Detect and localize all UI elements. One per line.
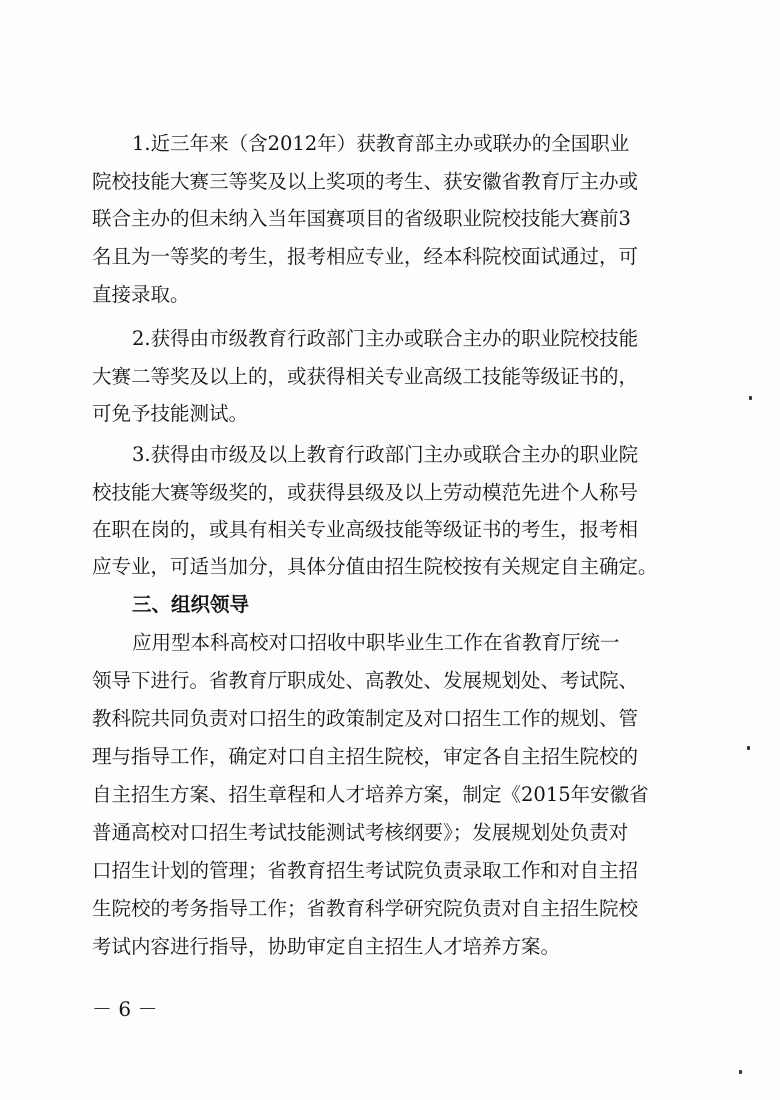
paragraph-4-line-6: 普通高校对口招生考试技能测试考核纲要》；发展规划处负责对 — [92, 821, 629, 844]
paragraph-2-line-1: 2.获得由市级教育行政部门主办或联合主办的职业院校技能 — [132, 327, 639, 350]
paragraph-1-line-5: 直接录取。 — [92, 283, 190, 306]
paragraph-1-line-4: 名且为一等奖的考生，报考相应专业，经本科院校面试通过，可 — [92, 245, 639, 268]
paragraph-4-line-2: 领导下进行。省教育厅职成处、高教处、发展规划处、考试院、 — [92, 669, 639, 692]
page-number: － 6 － — [92, 997, 158, 1021]
paragraph-4-line-1: 应用型本科高校对口招收中职毕业生工作在省教育厅统一 — [132, 631, 620, 654]
paragraph-3-line-2: 校技能大赛等级奖的，或获得县级及以上劳动模范先进个人称号 — [92, 481, 639, 504]
paragraph-3-line-4: 应专业，可适当加分，具体分值由招生院校按有关规定自主确定。 — [92, 555, 658, 578]
paragraph-1-line-2: 院校技能大赛三等奖及以上奖项的考生、获安徽省教育厅主办或 — [92, 170, 639, 193]
paragraph-2-line-2: 大赛二等奖及以上的，或获得相关专业高级工技能等级证书的， — [92, 365, 639, 388]
paragraph-4-line-4: 理与指导工作，确定对口自主招生院校，审定各自主招生院校的 — [92, 745, 639, 768]
paragraph-3-line-3: 在职在岗的，或具有相关专业高级技能等级证书的考生，报考相 — [92, 518, 639, 541]
paragraph-3-line-1: 3.获得由市级及以上教育行政部门主办或联合主办的职业院 — [132, 443, 639, 466]
paragraph-1-line-3: 联合主办的但未纳入当年国赛项目的省级职业院校技能大赛前3 — [92, 207, 631, 230]
paragraph-4-line-5: 自主招生方案、招生章程和人才培养方案，制定《2015年安徽省 — [92, 783, 649, 806]
paragraph-4-line-7: 口招生计划的管理；省教育招生考试院负责录取工作和对自主招 — [92, 859, 639, 882]
scan-speck — [739, 1070, 742, 1074]
scan-speck — [747, 746, 750, 750]
paragraph-1-line-1: 1.近三年来（含2012年）获教育部主办或联办的全国职业 — [132, 132, 630, 155]
paragraph-4-line-9: 考试内容进行指导，协助审定自主招生人才培养方案。 — [92, 935, 561, 958]
paragraph-4-line-8: 生院校的考务指导工作；省教育科学研究院负责对自主招生院校 — [92, 897, 639, 920]
section-heading-organization: 三、组织领导 — [132, 593, 250, 616]
paragraph-2-line-3: 可免予技能测试。 — [92, 402, 249, 425]
paragraph-4-line-3: 教科院共同负责对口招生的政策制定及对口招生工作的规划、管 — [92, 707, 639, 730]
scan-speck — [749, 396, 752, 400]
